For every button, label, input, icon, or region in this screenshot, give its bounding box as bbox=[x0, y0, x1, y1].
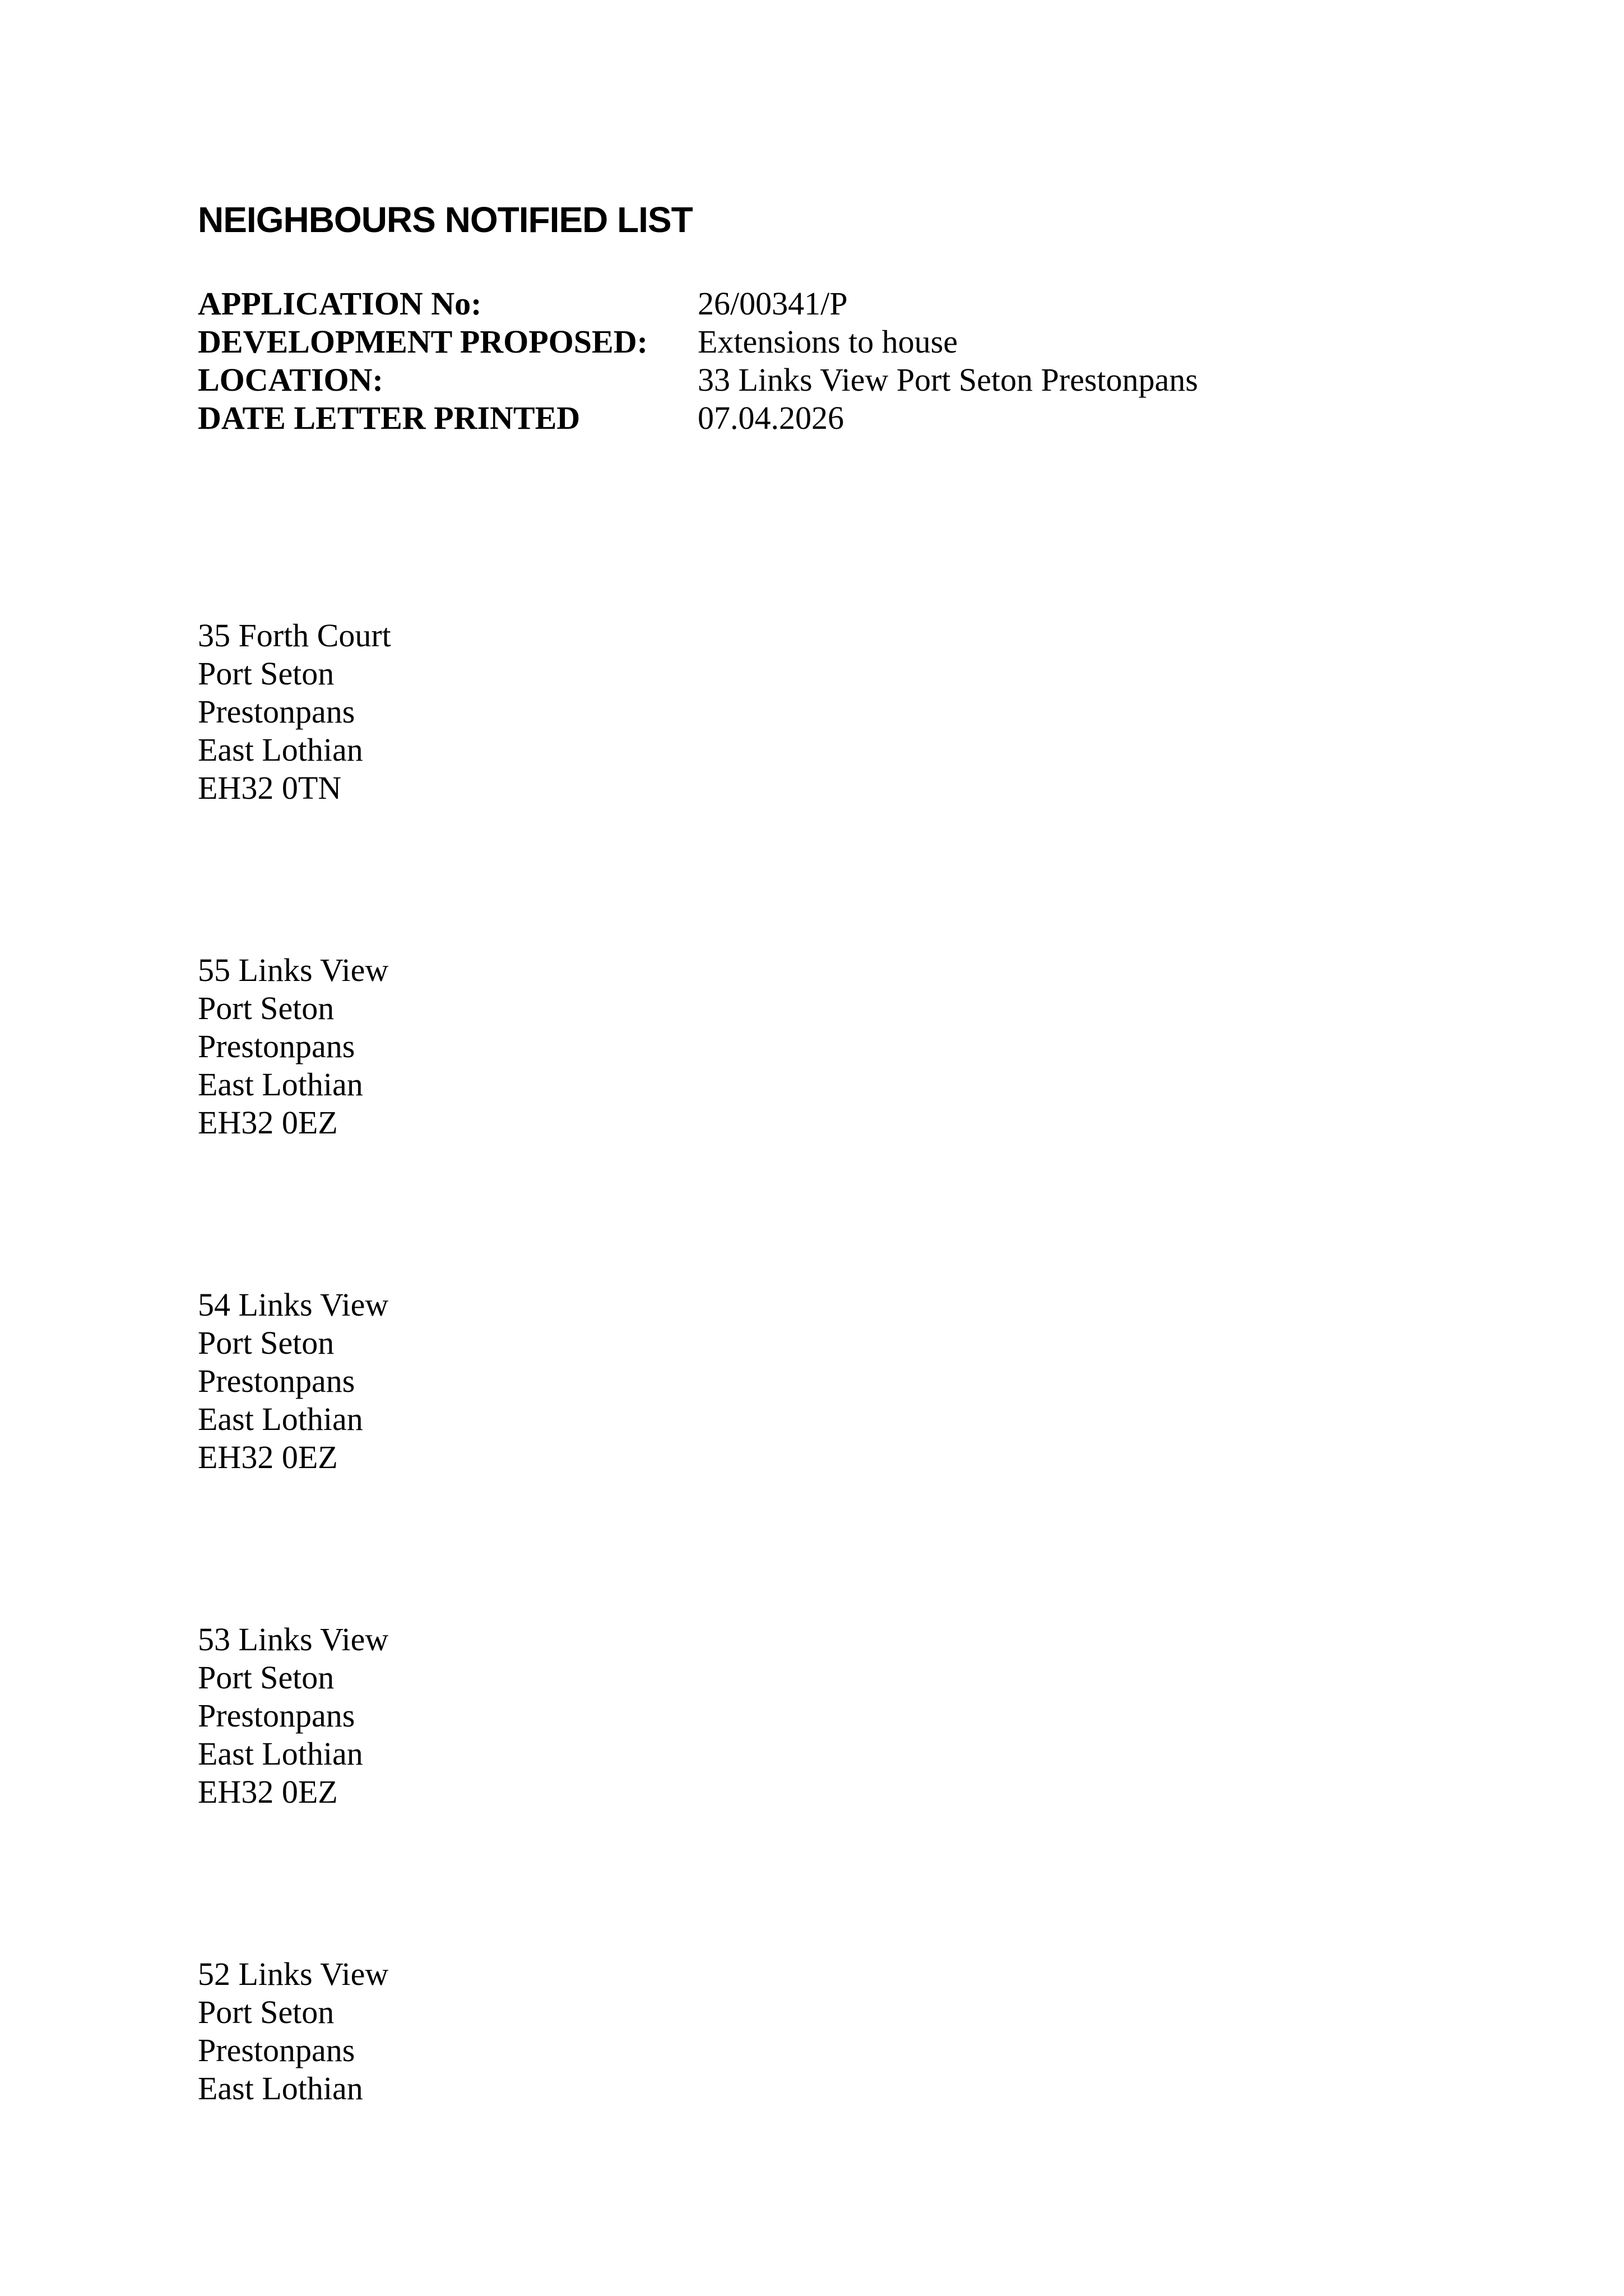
address-town: Prestonpans bbox=[198, 693, 355, 730]
application-number-row bbox=[198, 285, 1198, 323]
application-details bbox=[198, 285, 1198, 437]
address-postcode: EH32 0EZ bbox=[198, 1104, 338, 1141]
address-county: East Lothian bbox=[198, 1066, 363, 1103]
address-locality: Port Seton bbox=[198, 1994, 335, 2030]
address-town: Prestonpans bbox=[198, 2032, 355, 2068]
date-letter-printed-label: DATE LETTER PRINTED bbox=[198, 400, 581, 436]
development-proposed-label: DEVELOPMENT PROPOSED: bbox=[198, 323, 648, 360]
date-letter-printed-row bbox=[198, 399, 1198, 437]
address-locality: Port Seton bbox=[198, 655, 335, 692]
address-town: Prestonpans bbox=[198, 1028, 355, 1064]
address-block bbox=[198, 1621, 388, 1811]
address-locality: Port Seton bbox=[198, 1325, 335, 1361]
address-street: 52 Links View bbox=[198, 1956, 389, 1992]
address-locality: Port Seton bbox=[198, 990, 335, 1026]
address-block bbox=[198, 1955, 388, 2108]
address-town: Prestonpans bbox=[198, 1363, 355, 1399]
address-county: East Lothian bbox=[198, 2070, 363, 2107]
address-postcode: EH32 0EZ bbox=[198, 1439, 338, 1475]
address-town: Prestonpans bbox=[198, 1697, 355, 1734]
date-letter-printed-value: 07.04.2026 bbox=[698, 400, 844, 436]
application-number-value: 26/00341/P bbox=[698, 285, 848, 322]
address-street: 54 Links View bbox=[198, 1286, 389, 1323]
development-proposed-row bbox=[198, 323, 1198, 361]
location-label: LOCATION: bbox=[198, 362, 383, 398]
address-block bbox=[198, 951, 388, 1142]
location-value: 33 Links View Port Seton Prestonpans bbox=[698, 362, 1198, 398]
address-county: East Lothian bbox=[198, 732, 363, 768]
address-street: 53 Links View bbox=[198, 1621, 389, 1658]
address-postcode: EH32 0EZ bbox=[198, 1774, 338, 1810]
address-locality: Port Seton bbox=[198, 1659, 335, 1696]
address-county: East Lothian bbox=[198, 1401, 363, 1437]
location-row bbox=[198, 361, 1198, 399]
address-postcode: EH32 0TN bbox=[198, 770, 342, 806]
address-street: 35 Forth Court bbox=[198, 617, 391, 654]
address-street: 55 Links View bbox=[198, 952, 389, 988]
development-proposed-value: Extensions to house bbox=[698, 323, 958, 360]
page-title: NEIGHBOURS NOTIFIED LIST bbox=[198, 200, 693, 240]
address-block bbox=[198, 1286, 388, 1476]
address-county: East Lothian bbox=[198, 1735, 363, 1772]
address-block bbox=[198, 617, 391, 807]
application-number-label: APPLICATION No: bbox=[198, 285, 482, 322]
